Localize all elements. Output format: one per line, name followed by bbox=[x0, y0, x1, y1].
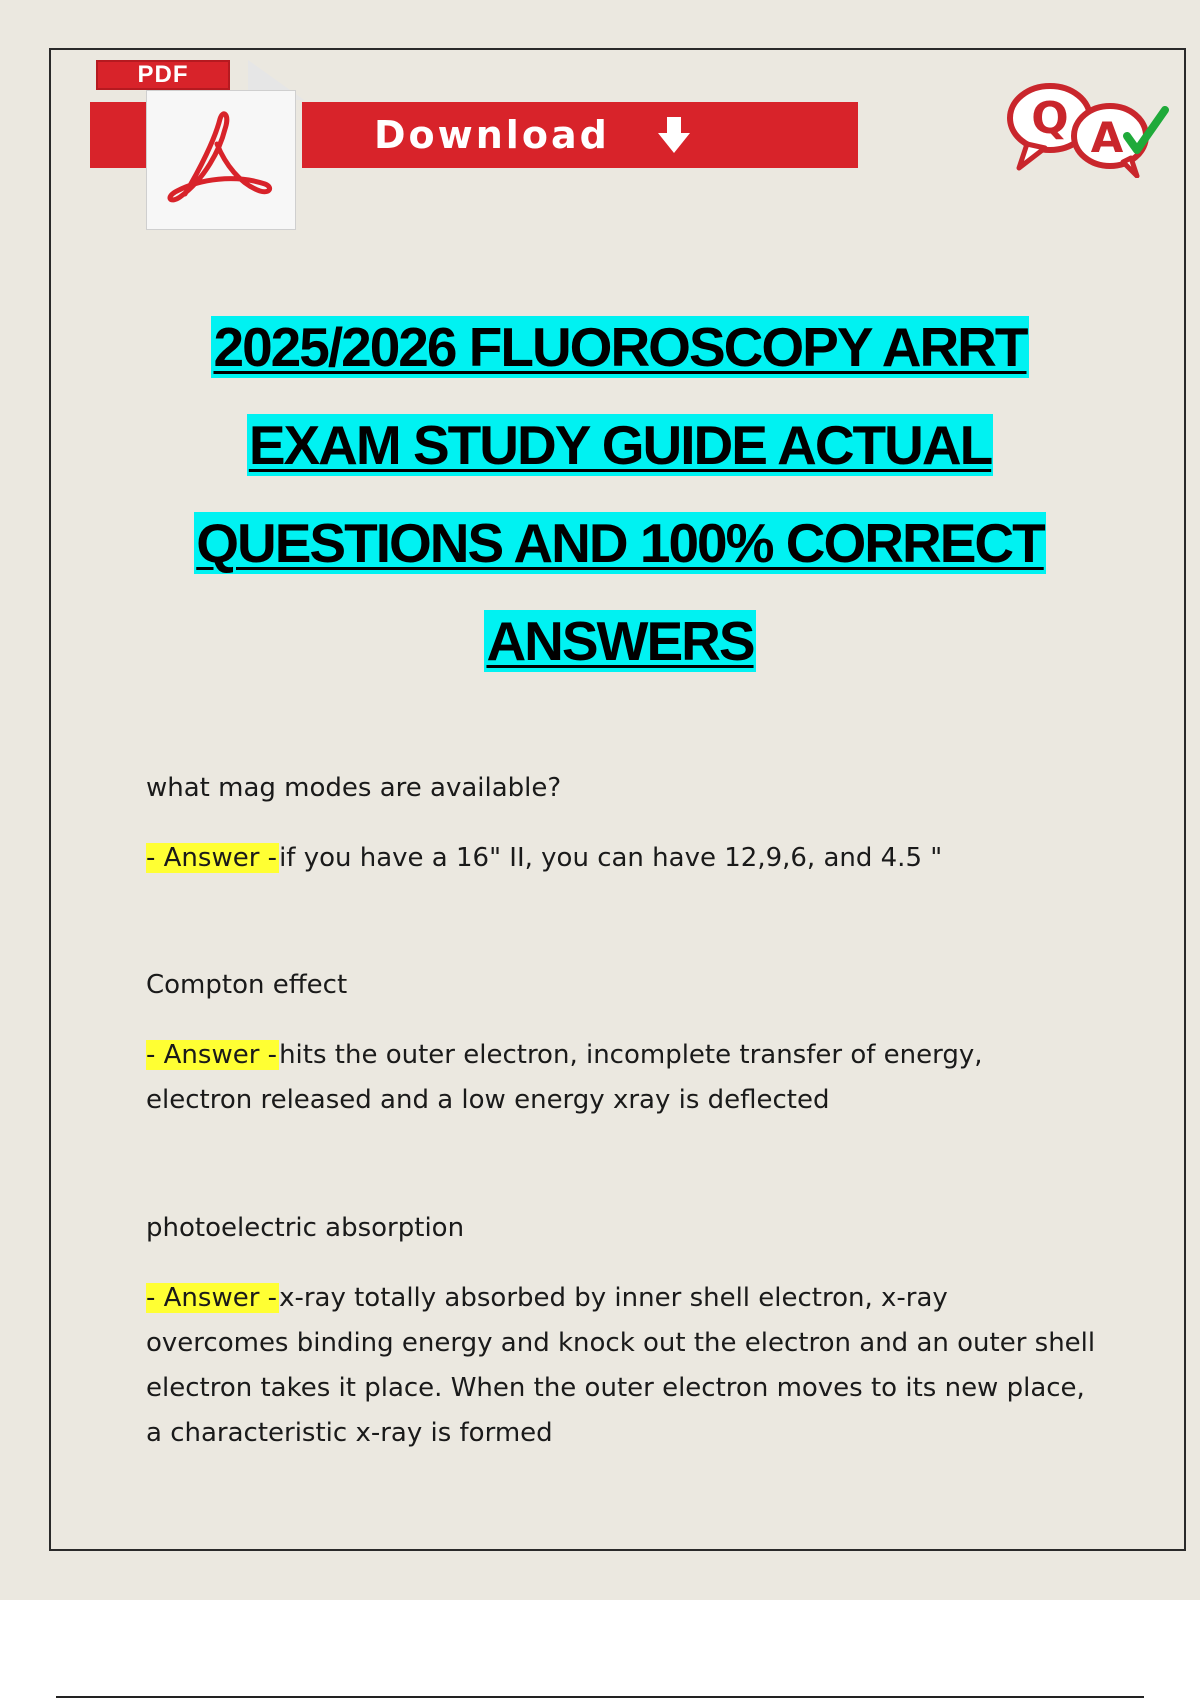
pdf-tab-label: PDF bbox=[96, 60, 230, 90]
document-title bbox=[60, 298, 1180, 690]
question-text: what mag modes are available? bbox=[146, 773, 562, 803]
a-letter: A bbox=[1090, 113, 1124, 162]
answer-tag: - Answer - bbox=[146, 1283, 278, 1313]
answer-tag: - Answer - bbox=[146, 1040, 278, 1070]
pdf-document-icon bbox=[146, 90, 296, 230]
qa-item bbox=[146, 772, 1096, 881]
question-text: photoelectric absorption bbox=[146, 1213, 465, 1243]
q-letter: Q bbox=[1031, 93, 1069, 144]
answer-text bbox=[146, 1033, 1096, 1123]
download-button[interactable] bbox=[302, 102, 858, 168]
banner-red-left bbox=[90, 102, 150, 168]
answer-body: hits the outer electron, incomplete transfer of energy, electron released and a low energy xray is deflected bbox=[146, 1040, 983, 1115]
title-line: QUESTIONS AND 100% CORRECT bbox=[196, 512, 1044, 574]
bottom-divider bbox=[56, 1696, 1144, 1698]
qa-logo bbox=[1005, 78, 1175, 178]
answer-text bbox=[146, 1276, 1096, 1456]
title-line: EXAM STUDY GUIDE ACTUAL bbox=[248, 414, 992, 476]
answer-tag: - Answer - bbox=[146, 843, 278, 873]
title-line: ANSWERS bbox=[486, 610, 754, 672]
download-label: Download bbox=[374, 113, 610, 157]
download-banner[interactable] bbox=[90, 60, 860, 180]
answer-text bbox=[146, 836, 1096, 881]
qa-item bbox=[146, 969, 1096, 1123]
title-line: 2025/2026 FLUOROSCOPY ARRT bbox=[213, 316, 1027, 378]
answer-body: x-ray totally absorbed by inner shell electron, x-ray overcomes binding energy and knock out the electron and an outer shell electron takes it place. When the outer electron moves to its new place, a characteristic x-ray is formed bbox=[146, 1283, 1096, 1448]
down-arrow-icon bbox=[654, 115, 694, 155]
answer-body: if you have a 16" II, you can have 12,9,6, and 4.5 " bbox=[279, 843, 943, 873]
qa-item bbox=[146, 1212, 1096, 1456]
question-text: Compton effect bbox=[146, 970, 348, 1000]
